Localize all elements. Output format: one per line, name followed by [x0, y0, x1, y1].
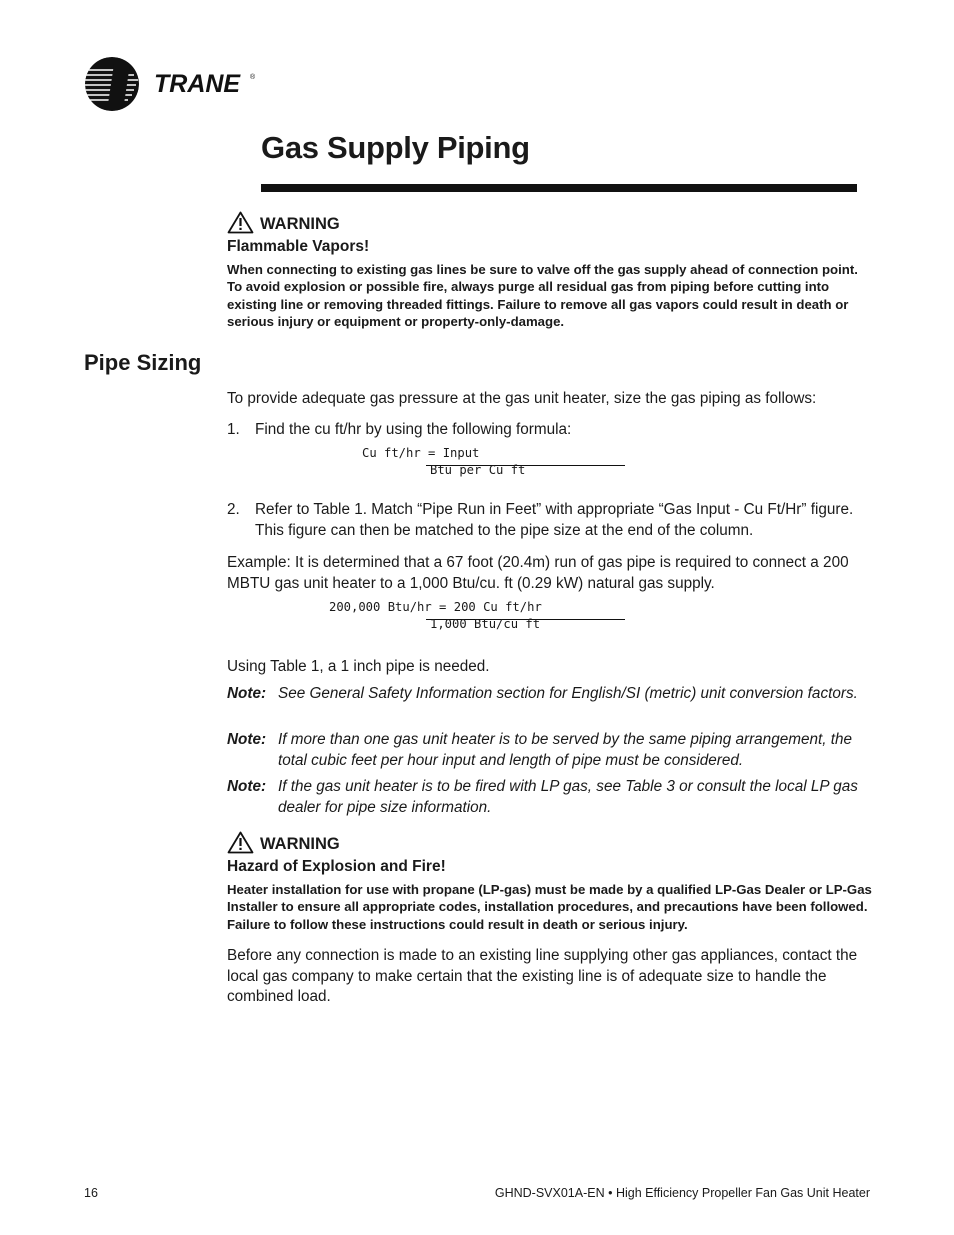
- warning-label: WARNING: [260, 215, 340, 233]
- warning-subtitle: Hazard of Explosion and Fire!: [227, 858, 446, 875]
- warning-triangle-icon: [227, 831, 254, 854]
- svg-text:®: ®: [250, 74, 256, 81]
- page-title: Gas Supply Piping: [261, 130, 530, 165]
- document-info: GHND-SVX01A-EN • High Efficiency Propeller Fan Gas Unit Heater: [494, 1186, 870, 1200]
- note-text: If more than one gas unit heater is to be served by the same piping arrangement, the total cubic feet per hour input and length of pipe must be considered.: [278, 731, 852, 769]
- note-label: Note:: [227, 731, 267, 748]
- step-number: 1.: [227, 421, 240, 438]
- note-text: See General Safety Information section for English/SI (metric) unit conversion factors.: [278, 685, 858, 702]
- trane-logo: [84, 56, 274, 112]
- warning-label: WARNING: [260, 835, 340, 853]
- section-heading: Pipe Sizing: [84, 350, 202, 375]
- step-text: Refer to Table 1. Match “Pipe Run in Feet” with appropriate “Gas Input - Cu Ft/Hr” figure. This figure can then be matched to the pipe size at the end of the column.: [255, 501, 854, 539]
- intro-paragraph: To provide adequate gas pressure at the gas unit heater, size the gas piping as follows:: [227, 390, 817, 407]
- brand-wordmark: TRANE: [154, 70, 241, 98]
- formula-numerator: 200,000 Btu/hr = 200 Cu ft/hr: [329, 600, 542, 614]
- warning-block: [227, 211, 872, 331]
- step-2: [227, 500, 872, 541]
- note-text: If the gas unit heater is to be fired with LP gas, see Table 3 or consult the local LP gas dealer for pipe size information.: [278, 778, 858, 816]
- warning-header: [227, 211, 872, 234]
- warning-header: [227, 831, 872, 854]
- note: [227, 730, 872, 771]
- result-paragraph: Using Table 1, a 1 inch pipe is needed.: [227, 658, 490, 675]
- title-rule: [261, 184, 857, 192]
- warning-body: Heater installation for use with propane (LP-gas) must be made by a qualified LP-Gas Dealer or LP-Gas Installer to ensure all appropriate codes, installation procedures, and precautions have been followed. Failure to follow these instructions could result in death or serious injury.: [227, 882, 872, 932]
- warning-subtitle: Flammable Vapors!: [227, 238, 370, 255]
- note-label: Note:: [227, 685, 267, 702]
- formula-denominator: Btu per Cu ft: [430, 463, 526, 477]
- formula-numerator: Cu ft/hr = Input: [362, 446, 480, 460]
- page-number: 16: [84, 1186, 98, 1200]
- trane-emblem-icon: [84, 56, 274, 112]
- warning-triangle-icon: [227, 211, 254, 234]
- example-paragraph: Example: It is determined that a 67 foot (20.4m) run of gas pipe is required to connect a 200 MBTU gas unit heater to a 1,000 Btu/cu. ft (0.29 kW) natural gas supply.: [227, 554, 849, 592]
- step-text: Find the cu ft/hr by using the following formula:: [255, 421, 572, 438]
- warning-body: When connecting to existing gas lines be sure to valve off the gas supply ahead of connection point. To avoid explosion or possible fire, always purge all residual gas from piping before cutting into existing line or removing threaded fittings. Failure to remove all gas vapors could result in death or serious injury or equipment or property-only-damage.: [227, 262, 858, 330]
- note: [227, 684, 872, 705]
- step-number: 2.: [227, 501, 240, 518]
- step-1: [227, 420, 872, 441]
- note-label: Note:: [227, 778, 267, 795]
- closing-paragraph: Before any connection is made to an existing line supplying other gas appliances, contact the local gas company to make certain that the existing line is of adequate size to handle the combined load.: [227, 947, 858, 1005]
- note: [227, 777, 872, 818]
- formula-denominator: 1,000 Btu/cu ft: [430, 617, 541, 631]
- warning-block: [227, 831, 872, 933]
